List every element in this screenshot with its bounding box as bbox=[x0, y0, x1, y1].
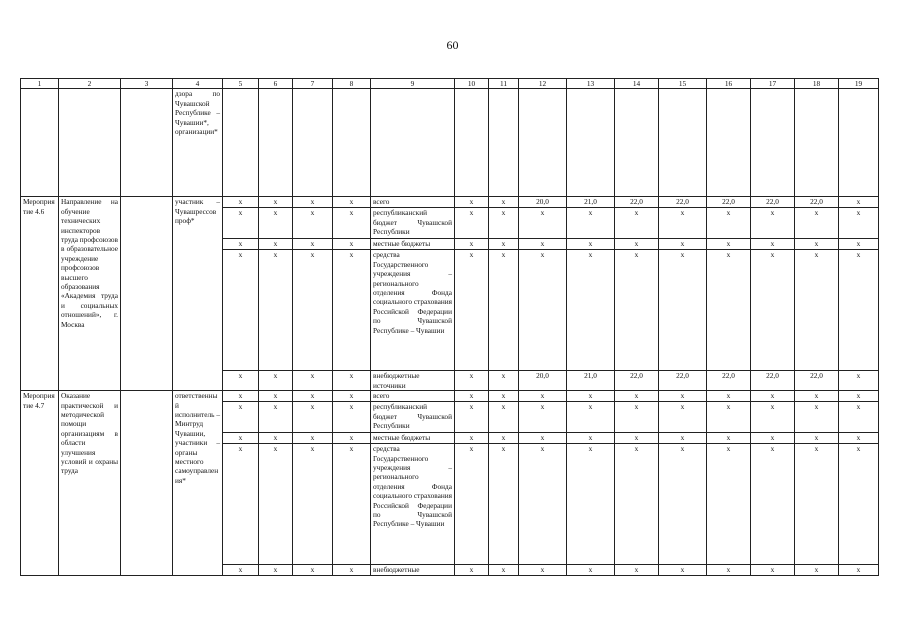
value-cell-c17: x bbox=[751, 433, 795, 444]
continuation-row bbox=[21, 89, 879, 197]
column-header-9: 9 bbox=[371, 79, 455, 89]
value-cell-c7: x bbox=[293, 239, 333, 250]
funding-source: местные бюджеты bbox=[371, 239, 455, 250]
value-cell-c10: x bbox=[455, 402, 489, 433]
value-cell-c8: x bbox=[333, 250, 371, 371]
value-cell-c11: x bbox=[489, 391, 519, 402]
funding-source: внебюджетные источники bbox=[371, 371, 455, 391]
value-cell-c12: x bbox=[519, 391, 567, 402]
value-cell-c13: 21,0 bbox=[567, 197, 615, 208]
value-cell-c11: x bbox=[489, 371, 519, 391]
value-cell-c11: x bbox=[489, 433, 519, 444]
value-cell-c11: x bbox=[489, 444, 519, 565]
column-header-5: 5 bbox=[223, 79, 259, 89]
funding-source: республиканский бюджет Чувашской Республики bbox=[371, 402, 455, 433]
value-cell-c17: x bbox=[751, 208, 795, 239]
value-cell-c10: x bbox=[455, 391, 489, 402]
value-cell-c13: x bbox=[567, 402, 615, 433]
value-cell-c19: x bbox=[839, 444, 879, 565]
value-cell-c11: x bbox=[489, 239, 519, 250]
value-cell-c13: x bbox=[567, 565, 615, 575]
funding-source: всего bbox=[371, 391, 455, 402]
value-cell-c7: x bbox=[293, 444, 333, 565]
column-header-19: 19 bbox=[839, 79, 879, 89]
value-cell-c19: x bbox=[839, 402, 879, 433]
value-cell-c17: 22,0 bbox=[751, 371, 795, 391]
value-cell-c8: x bbox=[333, 444, 371, 565]
value-cell-c14: x bbox=[615, 391, 659, 402]
value-cell-c19: x bbox=[839, 433, 879, 444]
value-cell-c7: x bbox=[293, 402, 333, 433]
measure-code: Мероприятие 4.7 bbox=[21, 391, 59, 575]
funding-source: республиканский бюджет Чувашской Республики bbox=[371, 208, 455, 239]
page-number: 60 bbox=[446, 38, 459, 52]
column-header-18: 18 bbox=[795, 79, 839, 89]
value-cell-c7: x bbox=[293, 391, 333, 402]
value-cell-c14: 22,0 bbox=[615, 197, 659, 208]
value-cell-c10: x bbox=[455, 197, 489, 208]
column-header-16: 16 bbox=[707, 79, 751, 89]
value-cell-c10: x bbox=[455, 208, 489, 239]
table-row bbox=[21, 391, 879, 402]
value-cell-c5: x bbox=[223, 391, 259, 402]
value-cell-c10: x bbox=[455, 444, 489, 565]
value-cell-c14: x bbox=[615, 565, 659, 575]
empty-col-3 bbox=[121, 197, 173, 391]
value-cell-c17: 22,0 bbox=[751, 197, 795, 208]
table-row bbox=[21, 197, 879, 208]
value-cell-c5: x bbox=[223, 565, 259, 575]
value-cell-c10: x bbox=[455, 433, 489, 444]
value-cell-c16: x bbox=[707, 250, 751, 371]
funding-source: всего bbox=[371, 197, 455, 208]
column-header-2: 2 bbox=[59, 79, 121, 89]
value-cell-c8: x bbox=[333, 391, 371, 402]
value-cell-c10: x bbox=[455, 565, 489, 575]
value-cell-c16: 22,0 bbox=[707, 197, 751, 208]
value-cell-c5: x bbox=[223, 433, 259, 444]
value-cell-c19: x bbox=[839, 208, 879, 239]
value-cell-c11: x bbox=[489, 250, 519, 371]
value-cell-c14: x bbox=[615, 250, 659, 371]
value-cell-c8: x bbox=[333, 433, 371, 444]
measure-name: Оказание практической и методической помощи организациям в области улучшения условий и охраны труда bbox=[59, 391, 121, 575]
value-cell-c6: x bbox=[259, 565, 293, 575]
value-cell-c17: x bbox=[751, 565, 795, 575]
value-cell-c12: x bbox=[519, 208, 567, 239]
value-cell-c12: 20,0 bbox=[519, 197, 567, 208]
value-cell-c12: x bbox=[519, 239, 567, 250]
value-cell-c15: x bbox=[659, 208, 707, 239]
value-cell-c7: x bbox=[293, 197, 333, 208]
value-cell-c18: x bbox=[795, 402, 839, 433]
value-cell-c7: x bbox=[293, 208, 333, 239]
value-cell-c6: x bbox=[259, 208, 293, 239]
value-cell-c8: x bbox=[333, 208, 371, 239]
value-cell-c18: x bbox=[795, 250, 839, 371]
value-cell-c15: 22,0 bbox=[659, 371, 707, 391]
value-cell-c18: x bbox=[795, 433, 839, 444]
column-header-8: 8 bbox=[333, 79, 371, 89]
empty-col-3 bbox=[121, 391, 173, 575]
value-cell-c18: x bbox=[795, 239, 839, 250]
value-cell-c16: x bbox=[707, 565, 751, 575]
value-cell-c14: x bbox=[615, 433, 659, 444]
budget-table bbox=[20, 78, 879, 576]
value-cell-c18: 22,0 bbox=[795, 197, 839, 208]
value-cell-c6: x bbox=[259, 239, 293, 250]
value-cell-c5: x bbox=[223, 250, 259, 371]
funding-source: внебюджетные bbox=[371, 565, 455, 575]
value-cell-c16: x bbox=[707, 444, 751, 565]
value-cell-c14: x bbox=[615, 208, 659, 239]
value-cell-c11: x bbox=[489, 565, 519, 575]
value-cell-c8: x bbox=[333, 239, 371, 250]
column-header-15: 15 bbox=[659, 79, 707, 89]
value-cell-c19: x bbox=[839, 371, 879, 391]
value-cell-c16: x bbox=[707, 239, 751, 250]
value-cell-c7: x bbox=[293, 565, 333, 575]
column-header-7: 7 bbox=[293, 79, 333, 89]
column-header-row bbox=[21, 79, 879, 89]
value-cell-c17: x bbox=[751, 250, 795, 371]
measure-name: Направление на обучение технических инспекторов труда профсоюзов в образовательное учреждение профсоюзов высшего образования «Академия труда и социальных отношений», г. Москва bbox=[59, 197, 121, 391]
column-header-1: 1 bbox=[21, 79, 59, 89]
value-cell-c15: x bbox=[659, 391, 707, 402]
value-cell-c12: x bbox=[519, 565, 567, 575]
value-cell-c6: x bbox=[259, 391, 293, 402]
value-cell-c12: x bbox=[519, 402, 567, 433]
value-cell-c14: x bbox=[615, 239, 659, 250]
value-cell-c11: x bbox=[489, 208, 519, 239]
measure-executor: ответственный исполнитель – Минтруд Чувашии, участники – органы местного самоуправления* bbox=[173, 391, 223, 575]
value-cell-c15: x bbox=[659, 565, 707, 575]
column-header-14: 14 bbox=[615, 79, 659, 89]
value-cell-c7: x bbox=[293, 433, 333, 444]
value-cell-c18: x bbox=[795, 565, 839, 575]
value-cell-c13: x bbox=[567, 444, 615, 565]
value-cell-c19: x bbox=[839, 197, 879, 208]
value-cell-c17: x bbox=[751, 444, 795, 565]
value-cell-c8: x bbox=[333, 371, 371, 391]
column-header-12: 12 bbox=[519, 79, 567, 89]
column-header-6: 6 bbox=[259, 79, 293, 89]
value-cell-c10: x bbox=[455, 250, 489, 371]
value-cell-c13: x bbox=[567, 250, 615, 371]
column-header-17: 17 bbox=[751, 79, 795, 89]
value-cell-c6: x bbox=[259, 197, 293, 208]
value-cell-c11: x bbox=[489, 197, 519, 208]
value-cell-c19: x bbox=[839, 239, 879, 250]
value-cell-c18: 22,0 bbox=[795, 371, 839, 391]
value-cell-c13: x bbox=[567, 208, 615, 239]
funding-source: средства Государственного учреждения – регионального отделения Фонда социального страхования Российской Федерации по Чувашской Республике – Чувашии bbox=[371, 250, 455, 371]
continuation-executor: дзора по Чувашской Республике – Чувашии*, организации* bbox=[173, 89, 223, 197]
value-cell-c19: x bbox=[839, 565, 879, 575]
value-cell-c5: x bbox=[223, 197, 259, 208]
value-cell-c7: x bbox=[293, 371, 333, 391]
column-header-13: 13 bbox=[567, 79, 615, 89]
value-cell-c6: x bbox=[259, 250, 293, 371]
value-cell-c16: x bbox=[707, 433, 751, 444]
value-cell-c6: x bbox=[259, 402, 293, 433]
value-cell-c8: x bbox=[333, 565, 371, 575]
value-cell-c12: x bbox=[519, 433, 567, 444]
value-cell-c14: x bbox=[615, 402, 659, 433]
column-header-4: 4 bbox=[173, 79, 223, 89]
value-cell-c12: x bbox=[519, 444, 567, 565]
value-cell-c13: x bbox=[567, 239, 615, 250]
value-cell-c6: x bbox=[259, 444, 293, 565]
value-cell-c17: x bbox=[751, 402, 795, 433]
value-cell-c8: x bbox=[333, 197, 371, 208]
value-cell-c13: 21,0 bbox=[567, 371, 615, 391]
value-cell-c14: 22,0 bbox=[615, 371, 659, 391]
value-cell-c6: x bbox=[259, 433, 293, 444]
value-cell-c12: 20,0 bbox=[519, 371, 567, 391]
value-cell-c15: x bbox=[659, 239, 707, 250]
value-cell-c10: x bbox=[455, 371, 489, 391]
value-cell-c14: x bbox=[615, 444, 659, 565]
measure-code: Мероприятие 4.6 bbox=[21, 197, 59, 391]
value-cell-c16: x bbox=[707, 402, 751, 433]
value-cell-c5: x bbox=[223, 371, 259, 391]
value-cell-c10: x bbox=[455, 239, 489, 250]
funding-source: средства Государственного учреждения – регионального отделения Фонда социального страхования Российской Федерации по Чувашской Республике – Чувашии bbox=[371, 444, 455, 565]
value-cell-c18: x bbox=[795, 391, 839, 402]
value-cell-c15: x bbox=[659, 444, 707, 565]
value-cell-c12: x bbox=[519, 250, 567, 371]
value-cell-c15: x bbox=[659, 402, 707, 433]
value-cell-c13: x bbox=[567, 391, 615, 402]
value-cell-c8: x bbox=[333, 402, 371, 433]
column-header-11: 11 bbox=[489, 79, 519, 89]
value-cell-c19: x bbox=[839, 391, 879, 402]
value-cell-c15: x bbox=[659, 250, 707, 371]
value-cell-c19: x bbox=[839, 250, 879, 371]
value-cell-c15: 22,0 bbox=[659, 197, 707, 208]
value-cell-c18: x bbox=[795, 444, 839, 565]
value-cell-c18: x bbox=[795, 208, 839, 239]
column-header-10: 10 bbox=[455, 79, 489, 89]
value-cell-c16: x bbox=[707, 208, 751, 239]
value-cell-c17: x bbox=[751, 391, 795, 402]
value-cell-c5: x bbox=[223, 239, 259, 250]
funding-source: местные бюджеты bbox=[371, 433, 455, 444]
value-cell-c5: x bbox=[223, 402, 259, 433]
column-header-3: 3 bbox=[121, 79, 173, 89]
value-cell-c13: x bbox=[567, 433, 615, 444]
value-cell-c11: x bbox=[489, 402, 519, 433]
value-cell-c5: x bbox=[223, 444, 259, 565]
value-cell-c16: x bbox=[707, 391, 751, 402]
value-cell-c17: x bbox=[751, 239, 795, 250]
measure-executor: участник – Чувашрессовпроф* bbox=[173, 197, 223, 391]
value-cell-c7: x bbox=[293, 250, 333, 371]
value-cell-c5: x bbox=[223, 208, 259, 239]
value-cell-c15: x bbox=[659, 433, 707, 444]
value-cell-c6: x bbox=[259, 371, 293, 391]
value-cell-c16: 22,0 bbox=[707, 371, 751, 391]
